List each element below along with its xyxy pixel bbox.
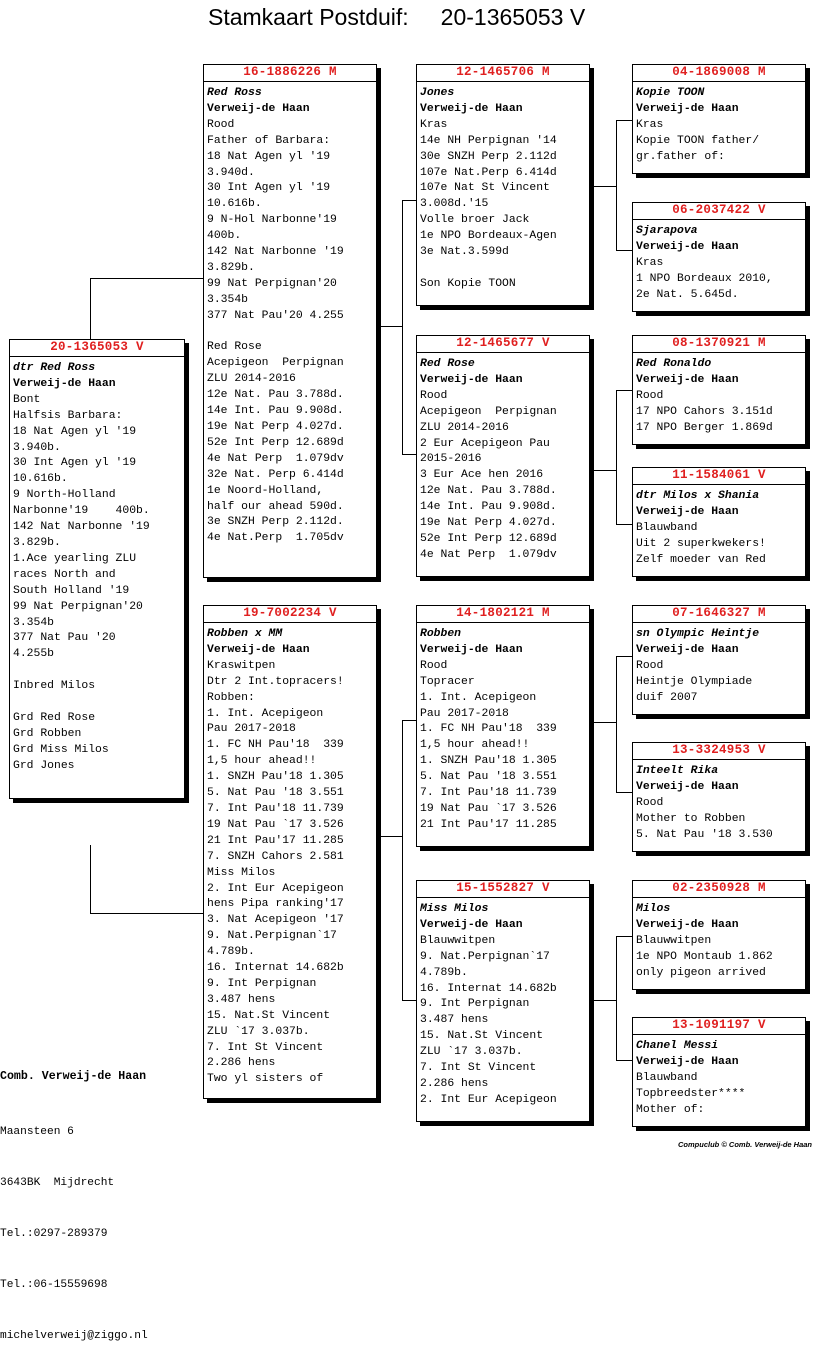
connector-line [380,836,402,837]
pedigree-line: 377 Nat Pau'20 4.255 [207,309,344,322]
pedigree-line: 7. Int Pau'18 11.739 [207,802,344,815]
pedigree-line: Inbred Milos [13,680,96,693]
ring-number: 20-1365053 V [10,340,184,357]
pigeon-card [9,339,185,799]
connector-line [90,845,91,913]
owner-block [0,1034,148,1362]
connector-line [402,1000,417,1001]
pedigree-line: ZLU 2014-2016 [207,373,296,386]
pigeon-card [632,880,806,990]
pedigree-line: 19 Nat Pau `17 3.526 [207,818,344,831]
pedigree-line: 9. Nat.Perpignan`17 [207,930,337,943]
ring-number: 19-7002234 V [204,606,376,623]
owner-email: michelverweij@ziggo.nl [0,1330,148,1342]
pedigree-line: Rood [636,389,664,402]
breeder-name: Verweij-de Haan [207,643,310,656]
pedigree-line: 17 NPO Berger 1.869d [636,421,773,434]
breeder-name: Verweij-de Haan [13,377,116,390]
pedigree-line: Kras [636,256,664,269]
pedigree-line: 1.Ace yearling ZLU [13,552,137,565]
connector-line [616,656,617,792]
pedigree-line: Volle broer Jack [420,214,530,227]
connector-line [402,200,417,201]
pedigree-line: 2. Int Eur Acepigeon [420,1093,557,1106]
owner-phone: Tel.:0297-289379 [0,1228,108,1240]
pedigree-line: 52e Int Perp 12.689d [420,532,557,545]
pigeon-card [632,1017,806,1127]
pedigree-line: 52e Int Perp 12.689d [207,436,344,449]
pedigree-line: Acepigeon Perpignan [207,357,344,370]
pedigree-line [13,663,184,679]
pedigree-line: 2e Nat. 5.645d. [636,288,739,301]
connector-line [90,278,204,279]
pedigree-line: 9. Int Perpignan [420,998,530,1011]
pedigree-line: 16. Internat 14.682b [207,962,344,975]
pedigree-line: 4.255b [13,648,55,661]
pedigree-line: 2 Eur Acepigeon Pau [420,437,550,450]
pedigree-line: 1. Int. Acepigeon [207,707,324,720]
pigeon-name: Jones [420,87,455,99]
pedigree-line: 3.940d. [207,166,255,179]
pigeon-card [416,880,590,1122]
pedigree-line: Grd Miss Milos [13,743,109,756]
pedigree-line [13,695,184,711]
pedigree-line: 4e Nat.Perp 1.705dv [207,532,344,545]
pigeon-info [417,898,589,1109]
owner-mobile: Tel.:06-15559698 [0,1279,108,1291]
pedigree-line: Red Rose [207,341,262,354]
pedigree-line: 10.616b. [207,198,262,211]
pedigree-line: 3e Nat.3.599d [420,246,509,259]
pedigree-line: 17 NPO Cahors 3.151d [636,405,773,418]
ring-number: 12-1465706 M [417,65,589,82]
pigeon-info [417,623,589,834]
pedigree-line: 2. Int Eur Acepigeon [207,882,344,895]
pedigree-line: Miss Milos [207,866,276,879]
ring-number: 02-2350928 M [633,881,805,898]
pedigree-line: 142 Nat Narbonne '19 [207,246,344,259]
pedigree-line: 1 NPO Bordeaux 2010, [636,272,773,285]
pedigree-line: 99 Nat Perpignan'20 [13,600,143,613]
pedigree-line: 19e Nat Perp 4.027d. [207,421,344,434]
pedigree-line: 1. FC NH Pau'18 339 [420,723,557,736]
ring-number: 16-1886226 M [204,65,376,82]
pedigree-line: 7. Int St Vincent [420,1062,537,1075]
connector-line [402,720,403,1000]
pedigree-line: Grd Robben [13,727,82,740]
pedigree-line: 1e Noord-Holland, [207,484,324,497]
pedigree-line: 3 Eur Ace hen 2016 [420,469,544,482]
connector-line [616,792,632,793]
pigeon-name: Miss Milos [420,903,489,915]
pedigree-line [420,261,589,277]
pedigree-line: 1e NPO Montaub 1.862 [636,950,773,963]
pedigree-line: Rood [636,659,664,672]
pedigree-line: 18 Nat Agen yl '19 [13,425,137,438]
pedigree-line: 30e SNZH Perp 2.112d [420,150,557,163]
pedigree-line: ZLU `17 3.037b. [420,1046,523,1059]
pedigree-line: only pigeon arrived [636,966,766,979]
pigeon-card [203,64,377,578]
pedigree-line: 15. Nat.St Vincent [207,1009,331,1022]
pedigree-line: ZLU `17 3.037b. [207,1025,310,1038]
pedigree-line: 14e Int. Pau 9.908d. [207,405,344,418]
pigeon-name: Red Rose [420,358,475,370]
connector-line [616,390,632,391]
pedigree-line [207,325,376,341]
connector-line [616,120,632,121]
pedigree-line: 4e Nat Perp 1.079dv [420,548,557,561]
pigeon-card [416,64,590,306]
pedigree-line: Pau 2017-2018 [207,723,296,736]
pedigree-line: 2015-2016 [420,453,482,466]
pigeon-info [10,357,184,775]
connector-line [380,326,402,327]
ring-number: 13-1091197 V [633,1018,805,1035]
pedigree-line: 19 Nat Pau `17 3.526 [420,802,557,815]
ring-number: 13-3324953 V [633,743,805,760]
pedigree-line: 4.789b. [420,966,468,979]
pedigree-line: Two yl sisters of [207,1073,324,1086]
pigeon-name: Inteelt Rika [636,765,719,777]
pedigree-line: Halfsis Barbara: [13,409,123,422]
pedigree-line: 10.616b. [13,473,68,486]
pedigree-line: 3.940b. [13,441,61,454]
pedigree-line: Topbreedster**** [636,1087,746,1100]
connector-line [616,656,632,657]
pedigree-line: 7. Int Pau'18 11.739 [420,787,557,800]
connector-line [616,390,617,524]
pedigree-line: Robben: [207,691,255,704]
pigeon-info [633,760,805,844]
pedigree-line: Kraswitpen [207,659,276,672]
connector-line [90,278,91,340]
pedigree-line: 5. Nat Pau '18 3.530 [636,828,773,841]
breeder-name: Verweij-de Haan [636,780,739,793]
ring-number: 06-2037422 V [633,203,805,220]
pigeon-name: Kopie TOON [636,87,705,99]
pedigree-line: 400b. [207,230,242,243]
pigeon-name: Red Ross [207,87,262,99]
pedigree-line: 30 Int Agen yl '19 [13,457,137,470]
pedigree-line: 15. Nat.St Vincent [420,1030,544,1043]
pedigree-line: Heintje Olympiade [636,675,753,688]
connector-line [594,1000,616,1001]
pigeon-info [633,898,805,982]
pigeon-name: Sjarapova [636,225,698,237]
pedigree-line: 3.354b [13,616,55,629]
pedigree-line: 107e Nat.Perp 6.414d [420,166,557,179]
pedigree-line: 3.354b [207,293,249,306]
pigeon-info [633,485,805,569]
connector-line [616,1060,632,1061]
pigeon-card [632,467,806,577]
pigeon-name: Chanel Messi [636,1040,719,1052]
pedigree-line: 3.487 hens [420,1014,489,1027]
pedigree-line: 3.829b. [13,536,61,549]
breeder-name: Verweij-de Haan [420,643,523,656]
pedigree-line: 18 Nat Agen yl '19 [207,150,331,163]
ring-number: 11-1584061 V [633,468,805,485]
pedigree-line: Dtr 2 Int.topracers! [207,675,344,688]
pedigree-line: Rood [207,118,235,131]
pedigree-line: 1. Int. Acepigeon [420,691,537,704]
pigeon-card [632,202,806,312]
ring-number: 07-1646327 M [633,606,805,623]
pedigree-line: Bont [13,393,41,406]
pigeon-name: Milos [636,903,671,915]
breeder-name: Verweij-de Haan [636,505,739,518]
breeder-name: Verweij-de Haan [636,240,739,253]
pedigree-line: Rood [636,796,664,809]
pedigree-line: 1e NPO Bordeaux-Agen [420,230,557,243]
pigeon-name: Robben [420,628,462,640]
connector-line [402,720,417,721]
pedigree-line: 2.286 hens [207,1057,276,1070]
pedigree-line: 3.487 hens [207,993,276,1006]
pedigree-line: 32e Nat. Perp 6.414d [207,468,344,481]
pedigree-line: 3. Nat Acepigeon '17 [207,914,344,927]
pedigree-line: Grd Red Rose [13,711,96,724]
owner-name: Comb. Verweij-de Haan [0,1070,147,1083]
pedigree-line: 2.286 hens [420,1077,489,1090]
pedigree-line: Topracer [420,675,475,688]
page-title: Stamkaart Postduif: 20-1365053 V [208,4,586,30]
pedigree-line: 19e Nat Perp 4.027d. [420,517,557,530]
connector-line [402,200,403,454]
connector-line [616,120,617,250]
pedigree-line: Kras [636,118,664,131]
breeder-name: Verweij-de Haan [420,373,523,386]
pedigree-line: Blauwband [636,1071,698,1084]
footer-credit: Compuclub © Comb. Verweij-de Haan [677,1140,812,1149]
pedigree-line: ZLU 2014-2016 [420,421,509,434]
pedigree-line: 99 Nat Perpignan'20 [207,277,337,290]
pedigree-line: 4e Nat Perp 1.079dv [207,452,344,465]
pedigree-line: half our ahead 590d. [207,500,344,513]
pedigree-line: 1,5 hour ahead!! [207,755,317,768]
pedigree-line: races North and [13,568,116,581]
pigeon-card [632,64,806,174]
connector-line [616,524,632,525]
connector-line [594,470,616,471]
pigeon-info [633,353,805,437]
pedigree-line: Narbonne'19 400b. [13,505,150,518]
connector-line [616,936,617,1060]
pigeon-info [633,82,805,166]
pigeon-name: dtr Milos x Shania [636,490,760,502]
breeder-name: Verweij-de Haan [207,102,310,115]
ring-number: 04-1869008 M [633,65,805,82]
pedigree-line: 14e NH Perpignan '14 [420,134,557,147]
connector-line [594,186,616,187]
pedigree-line: 12e Nat. Pau 3.788d. [207,389,344,402]
pedigree-line: Mother to Robben [636,812,746,825]
pigeon-info [417,353,589,564]
pigeon-name: dtr Red Ross [13,362,96,374]
pedigree-line: Mother of: [636,1103,705,1116]
pigeon-info [204,82,376,547]
pedigree-line: Uit 2 superkwekers! [636,537,766,550]
pigeon-name: Robben x MM [207,628,283,640]
breeder-name: Verweij-de Haan [636,643,739,656]
pigeon-card [416,335,590,577]
pigeon-card [632,335,806,445]
ring-number: 12-1465677 V [417,336,589,353]
pigeon-name: Red Ronaldo [636,358,712,370]
pedigree-line: 9 N-Hol Narbonne'19 [207,214,337,227]
pedigree-line: 3.829b. [207,261,255,274]
owner-city: 3643BK Mijdrecht [0,1177,115,1189]
pedigree-line: hens Pipa ranking'17 [207,898,344,911]
pedigree-line: Rood [420,659,448,672]
pedigree-line: 9 North-Holland [13,489,116,502]
breeder-name: Verweij-de Haan [420,102,523,115]
pedigree-line: 1. SNZH Pau'18 1.305 [207,771,344,784]
pedigree-line: 3e SNZH Perp 2.112d. [207,516,344,529]
pigeon-card [203,605,377,1099]
pedigree-line: duif 2007 [636,691,698,704]
pedigree-line: Pau 2017-2018 [420,707,509,720]
pedigree-line: Kopie TOON father/ [636,134,760,147]
pigeon-info [204,623,376,1088]
pedigree-line: 7. Int St Vincent [207,1041,324,1054]
pedigree-line: Son Kopie TOON [420,277,516,290]
pedigree-line: 21 Int Pau'17 11.285 [207,834,344,847]
pedigree-line: 142 Nat Narbonne '19 [13,521,150,534]
pedigree-line: 21 Int Pau'17 11.285 [420,818,557,831]
ring-number: 08-1370921 M [633,336,805,353]
pedigree-line: 9. Nat.Perpignan`17 [420,950,550,963]
breeder-name: Verweij-de Haan [636,373,739,386]
connector-line [616,936,632,937]
pedigree-line: Zelf moeder van Red [636,553,766,566]
connector-line [616,250,632,251]
pedigree-line: 14e Int. Pau 9.908d. [420,501,557,514]
pedigree-line: 3.008d.'15 [420,198,489,211]
pedigree-line: 16. Internat 14.682b [420,982,557,995]
owner-address: Maansteen 6 [0,1126,74,1138]
pigeon-name: sn Olympic Heintje [636,628,760,640]
pedigree-line: 107e Nat St Vincent [420,182,550,195]
pedigree-line: Blauwwitpen [636,934,712,947]
breeder-name: Verweij-de Haan [420,918,523,931]
pigeon-info [417,82,589,293]
pedigree-line: 1. FC NH Pau'18 339 [207,739,344,752]
connector-line [402,454,417,455]
connector-line [594,722,616,723]
pedigree-line: 4.789b. [207,946,255,959]
pedigree-line: Rood [420,389,448,402]
pigeon-info [633,623,805,707]
pigeon-info [633,220,805,304]
ring-number: 15-1552827 V [417,881,589,898]
pigeon-card [632,605,806,715]
pedigree-line: 12e Nat. Pau 3.788d. [420,485,557,498]
pedigree-line: 1,5 hour ahead!! [420,739,530,752]
pedigree-line: Blauwwitpen [420,934,496,947]
breeder-name: Verweij-de Haan [636,102,739,115]
breeder-name: Verweij-de Haan [636,1055,739,1068]
pedigree-line: Blauwband [636,521,698,534]
pigeon-info [633,1035,805,1119]
pedigree-line: Kras [420,118,448,131]
pedigree-line: 5. Nat Pau '18 3.551 [420,771,557,784]
pedigree-line: 30 Int Agen yl '19 [207,182,331,195]
pedigree-line: 7. SNZH Cahors 2.581 [207,850,344,863]
pedigree-line: 1. SNZH Pau'18 1.305 [420,755,557,768]
breeder-name: Verweij-de Haan [636,918,739,931]
pedigree-line: 5. Nat Pau '18 3.551 [207,787,344,800]
pedigree-line: Father of Barbara: [207,134,331,147]
pigeon-card [632,742,806,852]
connector-line [90,913,204,914]
pedigree-line: 9. Int Perpignan [207,977,317,990]
pedigree-line: Grd Jones [13,759,75,772]
ring-number: 14-1802121 M [417,606,589,623]
pedigree-line: 377 Nat Pau '20 [13,632,116,645]
pedigree-line: gr.father of: [636,150,725,163]
pedigree-line: South Holland '19 [13,584,130,597]
pigeon-card [416,605,590,847]
pedigree-line: Acepigeon Perpignan [420,405,557,418]
